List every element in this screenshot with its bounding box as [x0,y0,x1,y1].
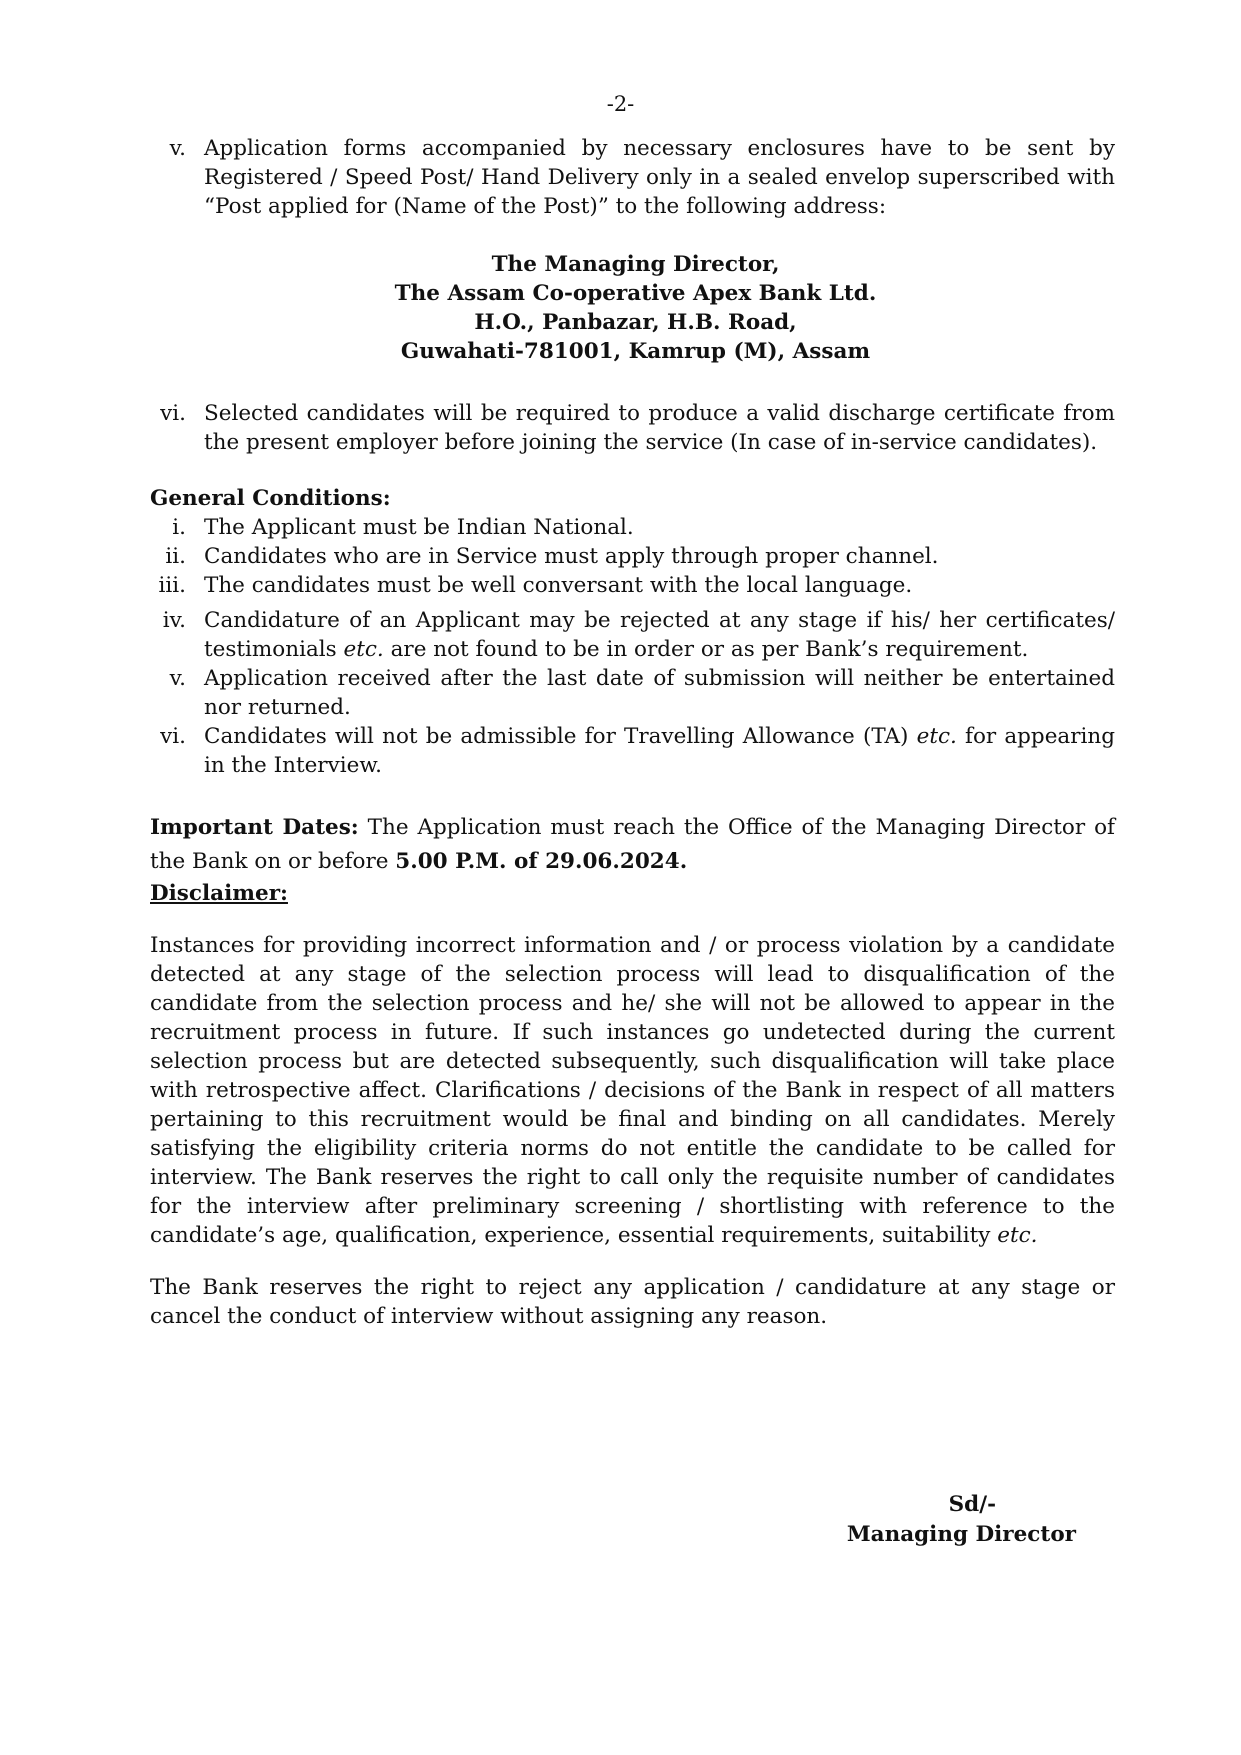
disclaimer-heading: Disclaimer: [150,881,288,906]
list-item-text: The candidates must be well conversant with the local language. [204,573,913,598]
list-item-number: v. [169,666,186,691]
general-conditions-heading: General Conditions: [150,486,391,511]
important-dates [150,811,1115,879]
list-item [140,664,1115,722]
page-number: -2- [606,92,635,116]
list-item-number: ii. [165,544,186,569]
list-item-text: Selected candidates will be required to produce a valid discharge certificate from the present employer before joining the service (In case of in-service candidates). [204,401,1115,455]
list-item [140,542,1115,571]
list-item [140,399,1115,457]
address-line: Guwahati-781001, Kamrup (M), Assam [400,339,871,364]
address-line: The Managing Director, [491,252,780,277]
list-item-number: vi. [160,724,186,749]
signatory-title: Managing Director [846,1522,1076,1547]
list-item-number: i. [172,515,186,540]
list-item-text: The Applicant must be Indian National. [204,515,634,540]
signature-mark: Sd/- [948,1492,996,1517]
list-item-text: Candidates will not be admissible for Travelling Allowance (TA) etc. for appearing in the Interview. [204,724,1116,778]
general-conditions-list [140,513,1115,780]
list-item [140,722,1115,780]
address-line: H.O., Panbazar, H.B. Road, [474,310,797,335]
list-item-number: vi. [160,401,186,426]
discharge-instructions [140,399,1115,457]
list-item-number: iv. [162,608,186,633]
list-item-number: v. [169,136,186,161]
list-item [140,606,1115,664]
list-item [140,513,1115,542]
mailing-address [0,250,1241,366]
list-item-text: Candidates who are in Service must apply through proper channel. [204,544,939,569]
list-item-text: Application received after the last date of submission will neither be entertained nor returned. [204,666,1115,720]
important-dates-text: The Application must reach the Office of the Managing Director of the Bank on or before [150,815,1115,874]
disclaimer-paragraph: Instances for providing incorrect information and / or process violation by a candidate detected at any stage of the selection process will lead to disqualification of the candidate from the selection process and he/ she will not be allowed to appear in the recruitment process in future. If such instances go undetected during the current selection process but are detected subsequently, such disqualification will take place with retrospective affect. Clarifications / decisions of the Bank in respect of all matters pertaining to this recruitment would be final and binding on all candidates. Merely satisfying the eligibility criteria norms do not entitle the candidate to be called for interview. The Bank reserves the right to call only the requisite number of candidates for the interview after preliminary screening / shortlisting with reference to the candidate’s age, qualification, experience, essential requirements, suitability etc. [150,933,1115,1248]
important-dates-label: Important Dates: [150,815,359,840]
signature-block [847,1490,1076,1550]
list-item-text: Application forms accompanied by necessary enclosures have to be sent by Registered / Speed Post/ Hand Delivery only in a sealed envelop superscribed with “Post applied for (Name of the Post)” to the following address: [204,136,1115,219]
disclaimer-paragraph-2: The Bank reserves the right to reject any application / candidature at any stage or cancel the conduct of interview without assigning any reason. [150,1275,1115,1329]
address-line: The Assam Co-operative Apex Bank Ltd. [394,281,877,306]
list-item [140,571,1115,600]
list-item [140,134,1115,221]
submission-instructions [140,134,1115,221]
list-item-text: Candidature of an Applicant may be rejected at any stage if his/ her certificates/ testimonials etc. are not found to be in order or as per Bank’s requirement. [204,608,1115,662]
list-item-number: iii. [158,573,186,598]
deadline: 5.00 P.M. of 29.06.2024. [395,849,688,874]
